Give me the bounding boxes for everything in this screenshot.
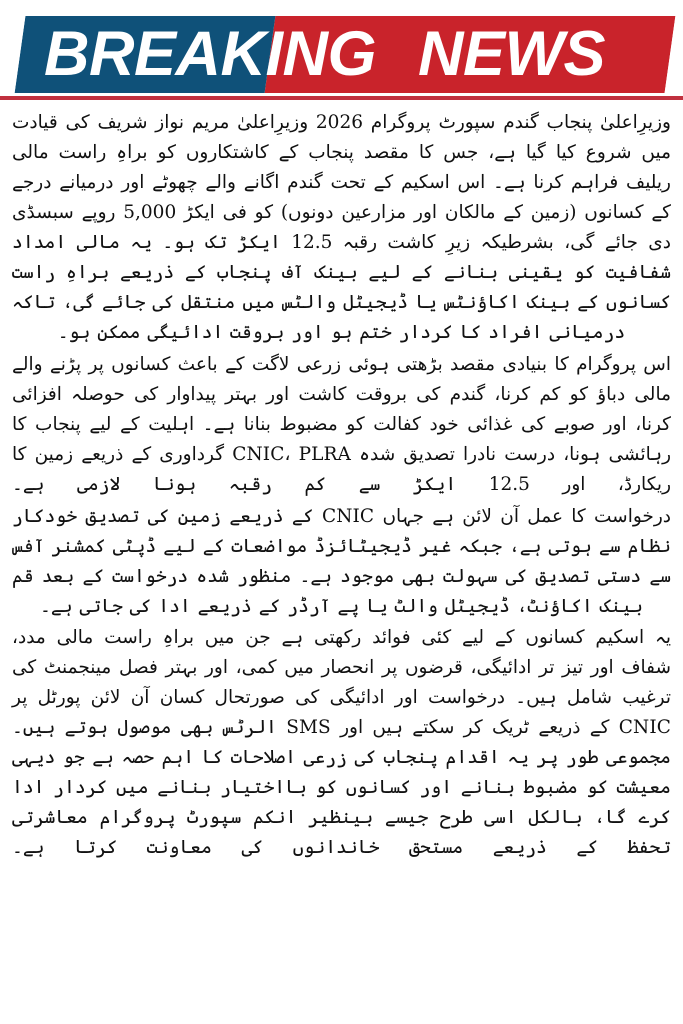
banner-word-news: NEWS xyxy=(418,19,606,89)
article-paragraph: یہ اسکیم کسانوں کے لیے کئی فوائد رکھتی ہے جن میں براہِ راست مالی مدد، شفاف اور تیز تر ادائیگی، قرضوں پر انحصار میں کمی، اور بہتر فصل مینجمنٹ کی ترغیب شامل ہیں۔ درخواست اور ادائیگی کی صورتحال کسان آن لائن پورٹل پر CNIC کے ذریعے ٹریک کر سکتے ہیں اور SMS الرٹس بھی موصول ہوتے ہیں۔ مجموعی طور پر یہ اقدام پنجاب کی زرعی اصلاحات کا اہم حصہ ہے جو دیہی معیشت کو مضبوط بنانے اور کسانوں کو بااختیار بنانے میں کردار ادا کرے گا، بالکل اسی طرح جیسے بینظیر انکم سپورٹ پروگرام معاشرتی تحفظ کے ذریعے مستحق خاندانوں کی معاونت کرتا ہے۔ xyxy=(12,627,672,859)
banner-divider-rule xyxy=(0,96,683,100)
banner-blue-panel xyxy=(15,16,276,93)
article-body xyxy=(0,108,683,863)
banner-shape xyxy=(15,16,676,93)
breaking-news-banner xyxy=(0,0,683,101)
banner-word-breaking: BREAKING xyxy=(44,19,377,89)
banner-red-panel xyxy=(265,16,676,93)
article-paragraph: وزیرِاعلیٰ پنجاب گندم سپورٹ پروگرام 2026 وزیرِاعلیٰ مریم نواز شریف کی قیادت میں شروع کیا گیا ہے، جس کا مقصد پنجاب کے کاشتکاروں کو براہِ راست مالی ریلیف فراہم کرنا ہے۔ اس اسکیم کے تحت گندم اگانے والے چھوٹے اور درمیانے درجے کے کسانوں (زمین کے مالکان اور مزارعین دونوں) کو فی ایکڑ 5,000 روپے سبسڈی دی جائے گی، بشرطیکہ زیرِ کاشت رقبہ 12.5 ایکڑ تک ہو۔ یہ مالی امداد شفافیت کو یقینی بنانے کے لیے بینک آف پنجاب کے ذریعے براہِ راست کسانوں کے بینک اکاؤنٹس یا ڈیجیٹل والٹس میں منتقل کی جائے گی، تاکہ درمیانی افراد کا کردار ختم ہو اور بروقت ادائیگی ممکن ہو۔ xyxy=(12,112,671,343)
article-paragraph: درخواست کا عمل آن لائن ہے جہاں CNIC کے ذریعے زمین کی تصدیق خودکار نظام سے ہوتی ہے، جبکہ غیر ڈیجیٹائزڈ مواضعات کے لیے ڈپٹی کمشنر آفس سے دستی تصدیق کی سہولت بھی موجود ہے۔ منظور شدہ درخواست کے بعد قم بینک اکاؤنٹ، ڈیجیٹل والٹ یا پے آرڈر کے ذریعے ادا کی جاتی ہے۔ xyxy=(12,505,671,617)
article-paragraph: اس پروگرام کا بنیادی مقصد بڑھتی ہوئی زرعی لاگت کے باعث کسانوں پر پڑنے والے مالی دباؤ کو کم کرنا، گندم کی بروقت کاشت اور بہتر پیداوار کی حوصلہ افزائی کرنا، اور صوبے کی غذائی خود کفالت کو مضبوط بنانا ہے۔ اہلیت کے لیے پنجاب کا رہائشی ہونا، درست نادرا تصدیق شدہ CNIC، PLRA گرداوری کے ذریعے زمین کا ریکارڈ، اور 12.5 ایکڑ سے کم رقبہ ہونا لازمی ہے۔ xyxy=(12,353,671,495)
